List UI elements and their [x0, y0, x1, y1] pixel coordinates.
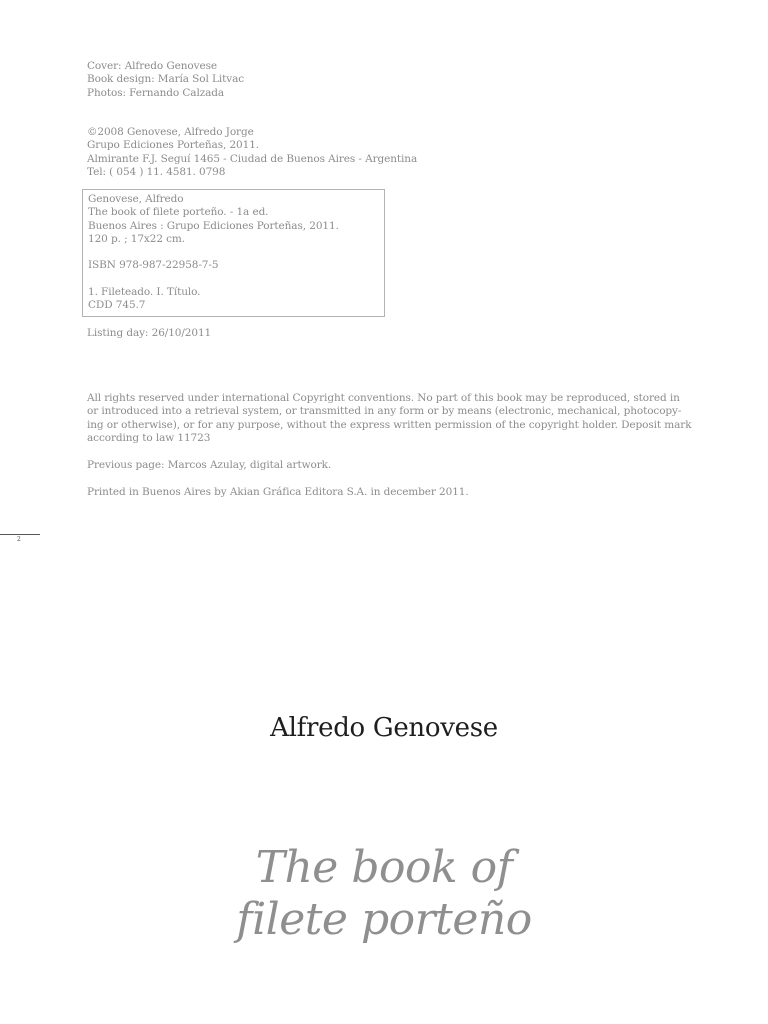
book-title-line-2: filete porteño: [236, 894, 532, 945]
catalog-subject: 1. Fileteado. I. Título.: [88, 286, 201, 299]
rights-notice: [87, 392, 692, 445]
address-line: Almirante F.J. Seguí 1465 - Ciudad de Buenos Aires - Argentina: [87, 152, 418, 165]
listing-day-text: Listing day: 26/10/2011: [87, 327, 212, 339]
catalog-record-text: [88, 193, 339, 313]
catalog-author: Genovese, Alfredo: [88, 193, 184, 205]
printing-note-text: Printed in Buenos Aires by Akian Gráfica Editora S.A. in december 2011.: [87, 486, 469, 498]
catalog-record-box: [82, 189, 385, 317]
catalog-title: The book of filete porteño. - 1a ed.: [88, 206, 269, 219]
previous-page-text: Previous page: Marcos Azulay, digital artwork.: [87, 459, 332, 471]
credit-photos: Photos: Fernando Calzada: [87, 86, 225, 99]
page-number: 2: [17, 536, 21, 543]
book-title: [0, 842, 768, 946]
catalog-isbn: ISBN 978-987-22958-7-5: [88, 259, 219, 272]
phone-line: Tel: ( 054 ) 11. 4581. 0798: [87, 165, 226, 178]
catalog-spacer: [88, 273, 339, 286]
publisher-line: Grupo Ediciones Porteñas, 2011.: [87, 139, 260, 152]
author-name: Alfredo Genovese: [270, 713, 498, 743]
catalog-extent: 120 p. ; 17x22 cm.: [88, 232, 186, 245]
rights-line: or introduced into a retrieval system, or transmitted in any form or by means (electronic, mechanical, photocopy-: [87, 405, 682, 418]
book-title-line-1: The book of: [255, 842, 513, 893]
page-number-rule: [0, 534, 40, 535]
copyright-block: [87, 126, 417, 179]
credit-design: Book design: María Sol Litvac: [87, 73, 245, 86]
credit-cover: Cover: Alfredo Genovese: [87, 60, 217, 72]
rights-line: ing or otherwise), or for any purpose, without the express written permission of the copyright holder. Deposit mark: [87, 418, 692, 431]
credits-block: [87, 60, 244, 100]
printing-note: [87, 486, 469, 499]
rights-line: according to law 11723: [87, 431, 211, 444]
catalog-publisher: Buenos Aires : Grupo Ediciones Porteñas, 2011.: [88, 219, 339, 232]
previous-page-credit: [87, 459, 331, 472]
listing-day: [87, 327, 211, 340]
catalog-spacer: [88, 246, 339, 259]
rights-line: All rights reserved under international Copyright conventions. No part of this book may be reproduced, stored in: [87, 392, 680, 404]
catalog-classification: CDD 745.7: [88, 299, 146, 312]
copyright-line: ©2008 Genovese, Alfredo Jorge: [87, 126, 254, 138]
